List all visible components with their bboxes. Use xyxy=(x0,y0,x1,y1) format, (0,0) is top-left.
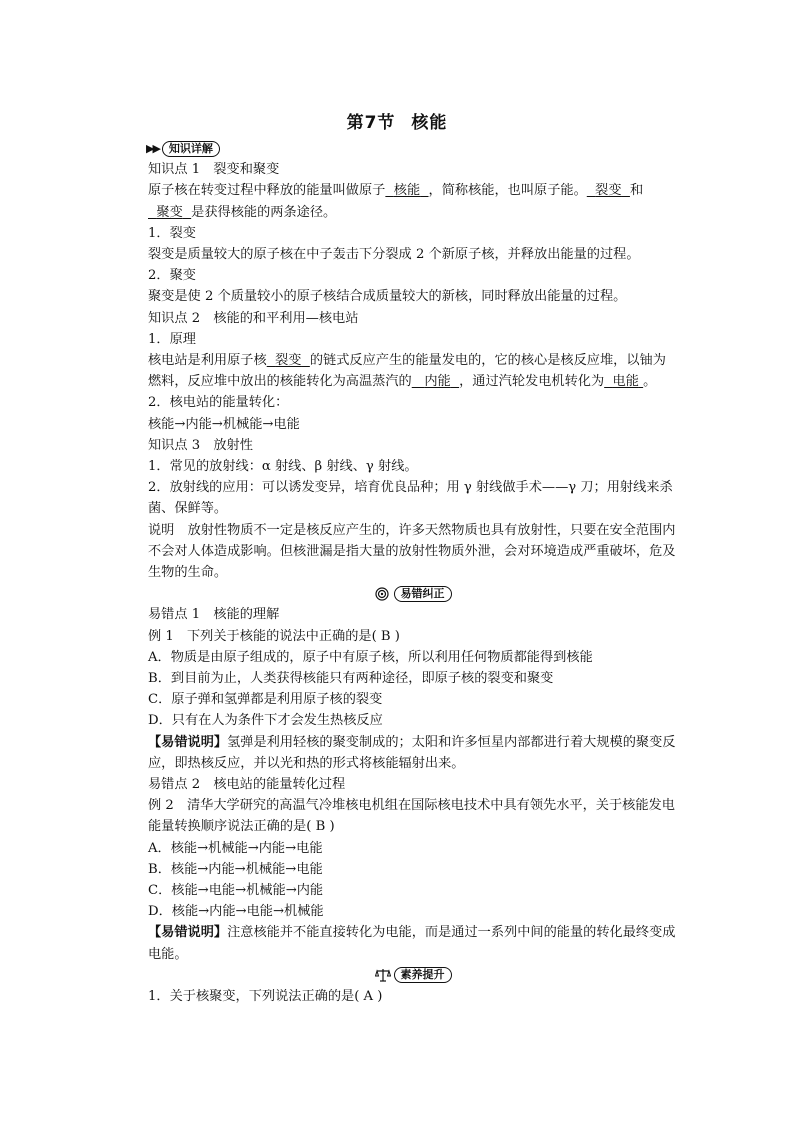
improve-tag: 素养提升 xyxy=(394,967,452,983)
blank-answer: 电能 xyxy=(612,374,639,390)
k1-sub1-text: 裂变是质量较大的原子核在中子轰击下分裂成 2 个新原子核，并释放出能量的过程。 xyxy=(148,247,640,262)
k3-line2: 2．放射线的应用：可以诱发变异，培育优良品种；用 γ 射线做手术——γ 刀；用射线来杀菌、保鲜等。 xyxy=(148,480,673,517)
k2-sub2-text: 核能→内能→机械能→电能 xyxy=(148,416,300,432)
k1-sub1: 1．裂变 xyxy=(148,225,196,241)
e2-option: D．核能→内能→电能→机械能 xyxy=(148,904,324,920)
errors-banner xyxy=(148,583,678,604)
main-content xyxy=(148,138,678,1007)
section-number: 第7节 xyxy=(346,113,396,133)
k1-sub2-text: 聚变是使 2 个质量较小的原子核结合成质量较大的新核，同时释放出能量的过程。 xyxy=(148,289,627,305)
knowledge-tag: 知识详解 xyxy=(162,141,220,157)
e2-option: C．核能→电能→机械能→内能 xyxy=(148,883,324,899)
e2-explanation: 【易错说明】注意核能并不能直接转化为电能，而是通过一系列中间的能量的转化最终变成电能。 xyxy=(148,925,676,962)
k3-note: 说明 放射性物质不一定是核反应产生的，许多天然物质也具有放射性，只要在安全范围内不会对人体造成影响。但核泄漏是指大量的放射性物质外泄，会对环境造成严重破坏，危及生物的生命。 xyxy=(148,522,676,581)
section-name: 核能 xyxy=(411,113,448,133)
e1-question: 例 1 下列关于核能的说法中正确的是( B ) xyxy=(148,628,400,644)
e2-question: 例 2 清华大学研究的高温气冷堆核电机组在国际核电技术中具有领先水平，关于核能发电能量转换顺序说法正确的是( B ) xyxy=(148,798,675,835)
k1-paragraph: 原子核在转变过程中释放的能量叫做原子 核能 ，简称核能，也叫原子能。 裂变 和 聚变 是获得核能的两条途径。 xyxy=(148,183,644,220)
blank-answer: 聚变 xyxy=(156,204,183,220)
e1-heading: 易错点 1 核能的理解 xyxy=(148,607,280,623)
knowledge-banner xyxy=(146,138,678,159)
e1-option: D．只有在人为条件下才会发生热核反应 xyxy=(148,713,383,729)
e2-option: A．核能→机械能→内能→电能 xyxy=(148,840,323,856)
k2-sub1: 1．原理 xyxy=(148,331,196,347)
page-title xyxy=(0,108,794,133)
balance-scale-icon xyxy=(375,968,391,982)
e1-explanation: 【易错说明】氢弹是利用轻核的聚变制成的；太阳和许多恒星内部都进行着大规模的聚变反应，即热核反应，并以光和热的形式将核能辐射出来。 xyxy=(148,734,676,771)
k2-heading: 知识点 2 核能的和平利用—核电站 xyxy=(148,310,359,326)
blank-answer: 核能 xyxy=(393,183,421,199)
k3-line1: 1．常见的放射线：α 射线、β 射线、γ 射线。 xyxy=(148,459,418,475)
e1-option: A．物质是由原子组成的，原子中有原子核，所以利用任何物质都能得到核能 xyxy=(148,649,593,665)
improve-banner xyxy=(148,965,678,986)
k2-paragraph: 核电站是利用原子核 裂变 的链式反应产生的能量发电的，它的核心是核反应堆，以铀为燃料，反应堆中放出的核能转化为高温蒸汽的 内能 ，通过汽轮发电机转化为 电能 。 xyxy=(148,353,666,390)
blank-answer: 内能 xyxy=(424,374,451,390)
e2-heading: 易错点 2 核电站的能量转化过程 xyxy=(148,777,346,793)
spiral-icon xyxy=(375,587,391,601)
k3-heading: 知识点 3 放射性 xyxy=(148,437,253,453)
errors-tag: 易错纠正 xyxy=(394,586,452,602)
improve-question-1: 1．关于核聚变，下列说法正确的是( A ) xyxy=(148,989,383,1005)
e1-option: B．到目前为止，人类获得核能只有两种途径，即原子核的裂变和聚变 xyxy=(148,671,554,687)
k2-sub2: 2．核电站的能量转化： xyxy=(148,395,289,411)
blank-answer: 裂变 xyxy=(595,183,622,199)
k1-heading: 知识点 1 裂变和聚变 xyxy=(148,162,280,178)
blank-answer: 裂变 xyxy=(275,353,302,369)
e1-option: C．原子弹和氢弹都是利用原子核的裂变 xyxy=(148,692,383,708)
k1-sub2: 2．聚变 xyxy=(148,268,196,284)
double-arrow-icon: ▶▶ xyxy=(146,142,159,155)
e2-option: B．核能→内能→机械能→电能 xyxy=(148,861,323,877)
